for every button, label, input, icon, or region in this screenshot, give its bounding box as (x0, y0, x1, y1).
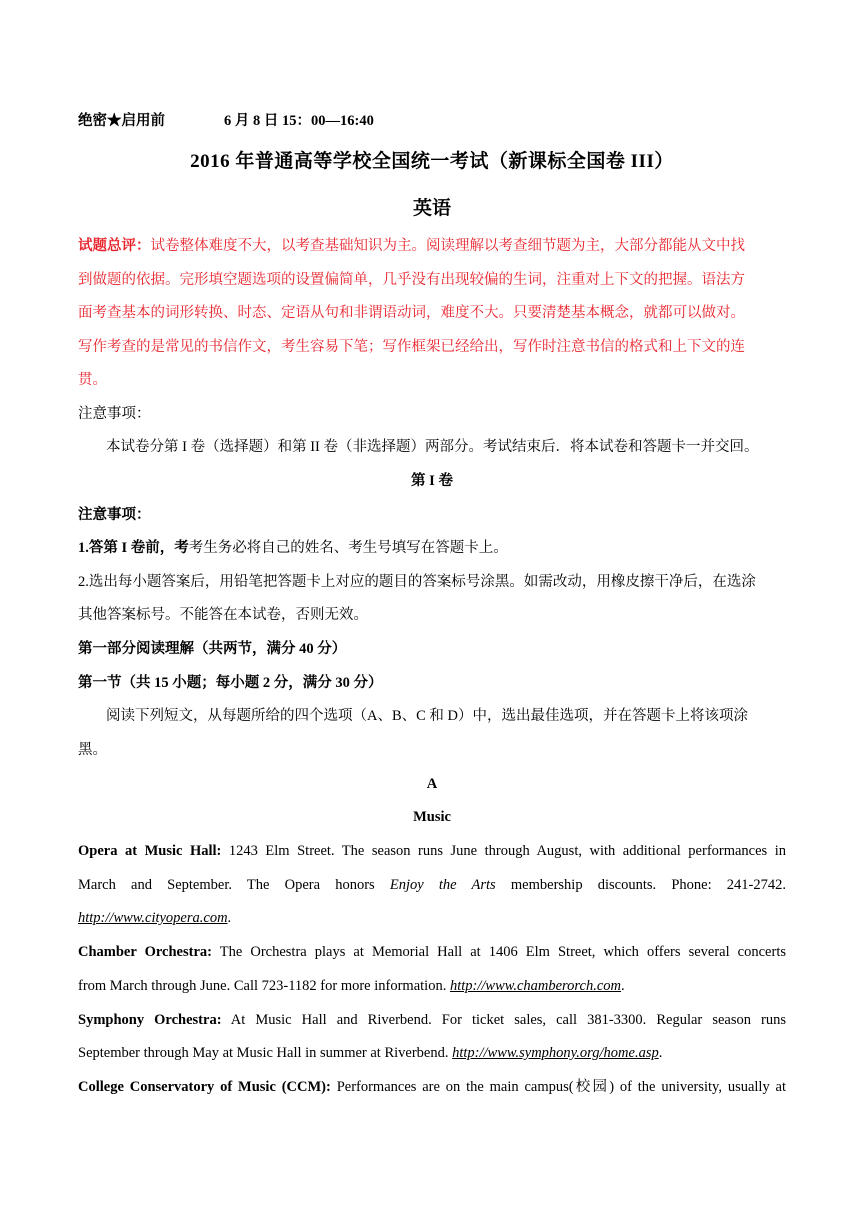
chamber-line-2 (78, 976, 786, 996)
opera-line-2 (78, 875, 786, 895)
opera-text-2b: membership discounts. Phone: 241-2742. (510, 877, 786, 893)
passage-heading: Music (413, 809, 451, 825)
exam-time: 6 月 8 日 15：00—16:40 (224, 113, 374, 129)
passage-letter: A (426, 776, 438, 792)
symphony-link-period: . (658, 1045, 663, 1061)
review-line-5: 贯。 (78, 372, 107, 388)
notice-heading: 注意事项： (78, 406, 151, 422)
exam-title: 2016 年普通高等学校全国统一考试（新课标全国卷 III） (190, 151, 674, 172)
chamber-link-period: . (620, 978, 625, 994)
opera-line-3 (78, 908, 786, 928)
ccm-line-1 (78, 1077, 786, 1097)
part-heading: 第一部分阅读理解（共两节，满分 40 分） (78, 641, 347, 657)
opera-name: Opera at Music Hall: (78, 843, 222, 859)
opera-link[interactable]: http://www.cityopera.com (78, 910, 228, 926)
ccm-name: College Conservatory of Music (CCM): (78, 1079, 331, 1095)
ccm-text-1: Performances are on the main campus(校园) of the university, usually at (336, 1079, 787, 1095)
review-line-3: 面考查基本的词形转换、时态、定语从句和非谓语动词，难度不大。只要清楚基本概念，就都可以做对。 (78, 305, 745, 321)
notice-item-1-text: 考生务必将自己的姓名、考生号填写在答题卡上。 (188, 540, 508, 556)
chamber-link[interactable]: http://www.chamberorch.com (449, 978, 621, 994)
section-heading: 第一节（共 15 小题；每小题 2 分，满分 30 分） (78, 675, 383, 691)
chamber-line-1 (78, 942, 786, 962)
instruction-line-1: 阅读下列短文，从每题所给的四个选项（A、B、C 和 D）中，选出最佳选项，并在答题卡上将该项涂 (106, 708, 749, 724)
symphony-line-2 (78, 1043, 786, 1063)
instruction-line-2: 黑。 (78, 742, 107, 758)
notice-item-2-line-2: 其他答案标号。不能答在本试卷，否则无效。 (78, 607, 368, 623)
confidential-mark: 绝密★启用前 (78, 113, 165, 129)
symphony-line-1 (78, 1010, 786, 1030)
volume-heading: 第 I 卷 (411, 473, 453, 489)
review-line-1 (78, 236, 786, 256)
notice-text: 本试卷分第 I 卷（选择题）和第 II 卷（非选择题）两部分。考试结束后．将本试卷和答题卡一并交回。 (106, 439, 759, 455)
review-label: 试题总评： (78, 238, 151, 254)
review-line-4: 写作考查的是常见的书信作文，考生容易下笔；写作框架已经给出，写作时注意书信的格式和上下文的连 (78, 339, 745, 355)
symphony-text-2: September through May at Music Hall in summer at Riverbend. (78, 1045, 449, 1061)
chamber-text-1: The Orchestra plays at Memorial Hall at 1406 Elm Street, which offers several concerts (219, 944, 786, 960)
opera-line-1 (78, 841, 786, 861)
chamber-name: Chamber Orchestra: (78, 944, 212, 960)
notice-item-1-lead: 1.答第 I 卷前，考 (78, 540, 189, 556)
chamber-text-2: from March through June. Call 723-1182 for more information. (78, 978, 447, 994)
subject-title: 英语 (412, 198, 451, 219)
review-line-2: 到做题的依据。完形填空题选项的设置偏简单，几乎没有出现较偏的生词，注重对上下文的把握。语法方 (78, 272, 745, 288)
review-text-1: 试卷整体难度不大，以考查基础知识为主。阅读理解以考查细节题为主，大部分都能从文中找 (150, 238, 745, 254)
notice-item-1 (78, 538, 786, 558)
symphony-text-1: At Music Hall and Riverbend. For ticket sales, call 381-3300. Regular season runs (230, 1012, 787, 1028)
symphony-name: Symphony Orchestra: (78, 1012, 222, 1028)
volume-notice-heading: 注意事项： (78, 507, 151, 523)
opera-text-2a: March and September. The Opera honors (78, 877, 375, 893)
header-line (78, 111, 786, 131)
notice-item-2-line-1: 2.选出每小题答案后，用铅笔把答题卡上对应的题目的答案标号涂黑。如需改动，用橡皮擦干净后，在选涂 (78, 574, 756, 590)
opera-link-period: . (227, 910, 232, 926)
symphony-link[interactable]: http://www.symphony.org/home.asp (452, 1045, 659, 1061)
opera-program-name: Enjoy the Arts (389, 877, 496, 893)
opera-text-1: 1243 Elm Street. The season runs June through August, with additional performances in (228, 843, 786, 859)
